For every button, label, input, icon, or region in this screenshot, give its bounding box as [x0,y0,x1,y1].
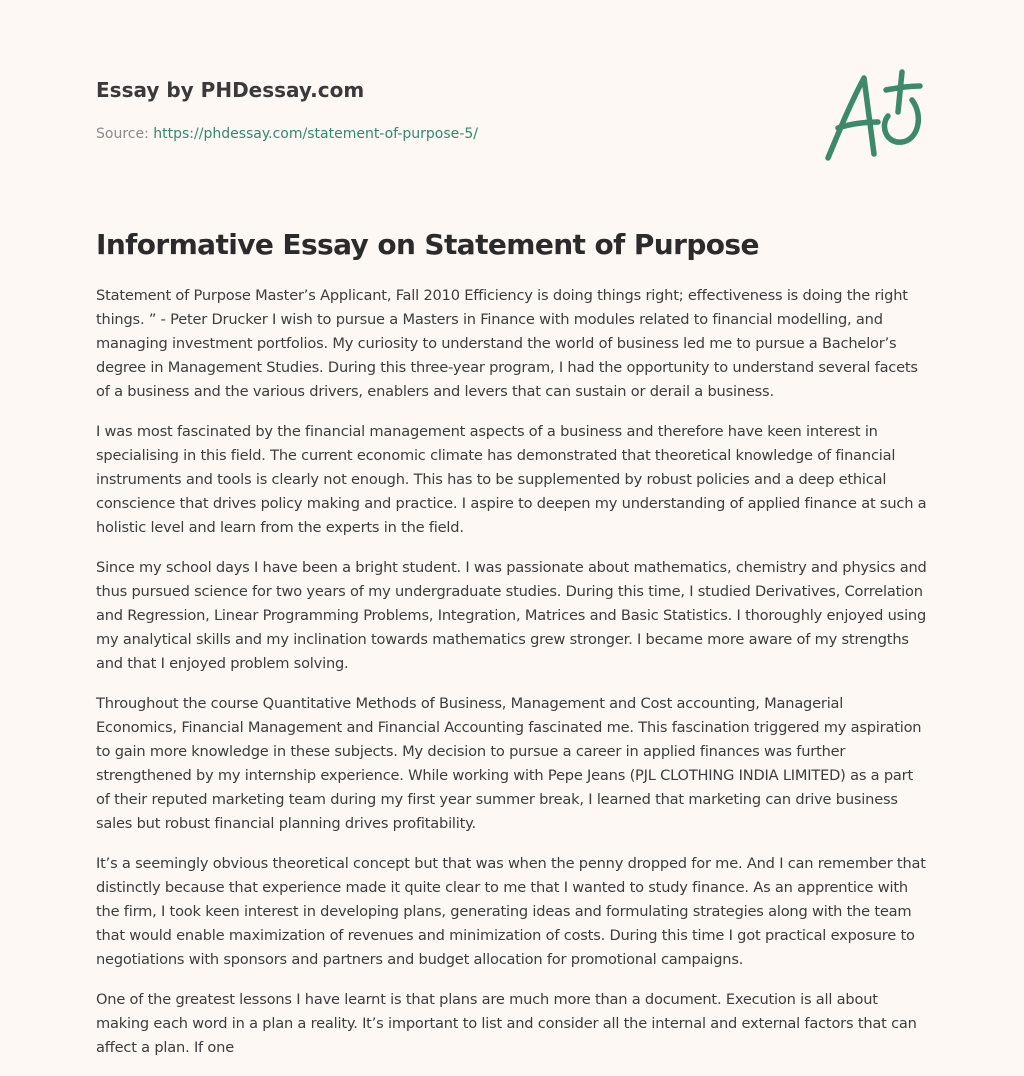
source-link[interactable]: https://phdessay.com/statement-of-purpose-5/ [153,126,478,142]
source-label: Source: [96,126,149,142]
essay-paragraph: Since my school days I have been a bright student. I was passionate about mathematics, chemistry and physics and thus pursued science for two years of my undergraduate studies. During this time, I studied Derivatives, Correlation and Regression, Linear Programming Problems, Integration, Matrices and Basic Statistics. I thoroughly enjoyed using my analytical skills and my inclination towards mathematics grew stronger. I became more aware of my strengths and that I enjoyed problem solving. [96,559,927,672]
essay-paragraph: One of the greatest lessons I have learnt is that plans are much more than a document. Execution is all about making each word in a plan a reality. It’s important to list and consider all the internal and external factors that can affect a plan. If one [96,991,917,1056]
essay-body [96,284,928,1076]
a-plus-logo-svg [820,64,930,164]
essay-paragraph: Throughout the course Quantitative Methods of Business, Management and Cost accounting, Managerial Economics, Financial Management and Financial Accounting fascinated me. This fascination triggered my aspiration to gain more knowledge in these subjects. My decision to pursue a career in applied finances was further strengthened by my internship experience. While working with Pepe Jeans (PJL CLOTHING INDIA LIMITED) as a part of their reputed marketing team during my first year summer break, I learned that marketing can drive business sales but robust financial planning drives profitability. [96,695,922,832]
site-title: Essay by PHDessay.com [96,78,365,102]
essay-title: Informative Essay on Statement of Purpose [96,228,759,261]
essay-paragraph: It’s a seemingly obvious theoretical concept but that was when the penny dropped for me. And I can remember that distinctly because that experience made it quite clear to me that I wanted to study finance. As an apprentice with the firm, I took keen interest in developing plans, generating ideas and formulating strategies along with the team that would enable maximization of revenues and minimization of costs. During this time I got practical exposure to negotiations with sponsors and partners and budget allocation for promotional campaigns. [96,855,926,968]
essay-paragraph: I was most fascinated by the financial management aspects of a business and therefore have keen interest in specialising in this field. The current economic climate has demonstrated that theoretical knowledge of financial instruments and tools is clearly not enough. This has to be supplemented by robust policies and a deep ethical conscience that drives policy making and practice. I aspire to deepen my understanding of applied finance at such a holistic level and learn from the experts in the field. [96,423,927,536]
a-plus-grade-icon [820,64,930,164]
source-line [96,124,796,144]
page-header [96,76,796,144]
essay-paragraph: Statement of Purpose Master’s Applicant, Fall 2010 Efficiency is doing things right; effectiveness is doing the right things. ” - Peter Drucker I wish to pursue a Masters in Finance with modules related to financial modelling, and managing investment portfolios. My curiosity to understand the world of business led me to pursue a Bachelor’s degree in Management Studies. During this three-year program, I had the opportunity to understand several facets of a business and the various drivers, enablers and levers that can sustain or derail a business. [96,287,918,400]
